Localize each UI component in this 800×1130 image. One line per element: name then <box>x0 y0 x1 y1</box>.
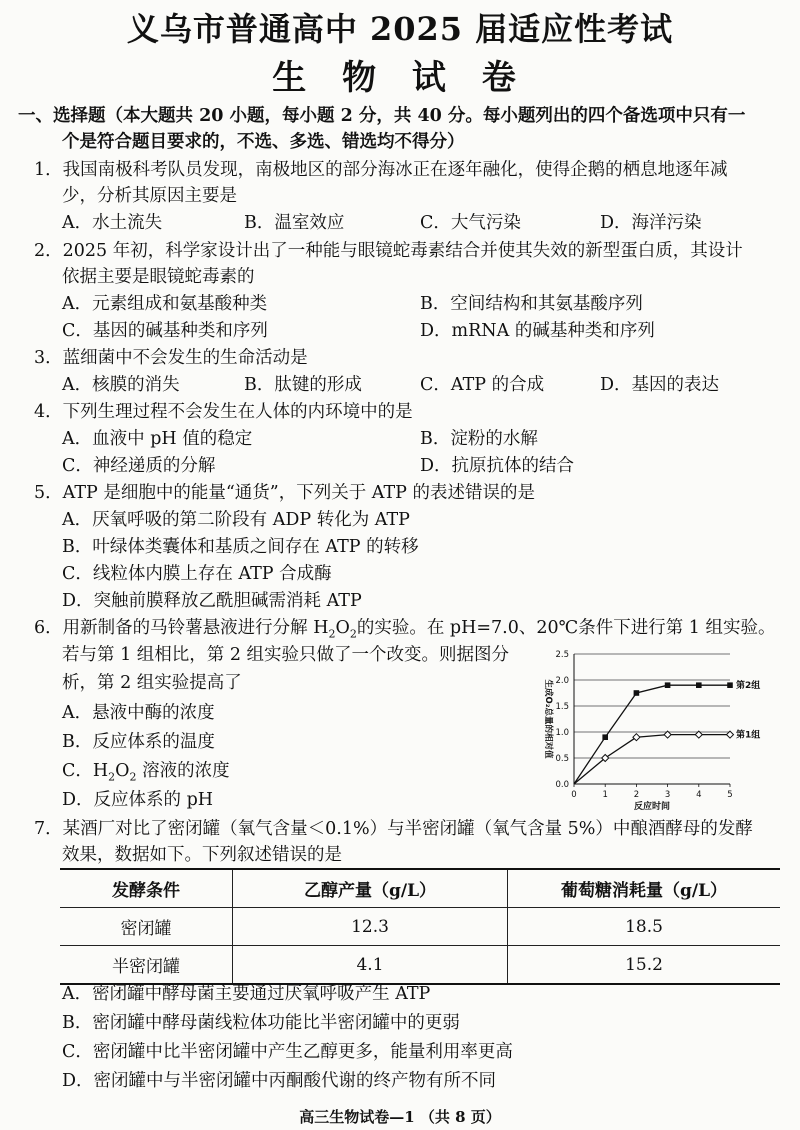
chart-data-point <box>696 682 702 688</box>
q2-stem-line1: 2．2025 年初，科学家设计出了一种能与眼镜蛇毒素结合并使其失效的新型蛋白质，其设计 <box>34 241 743 261</box>
chart-x-tick-label: 2 <box>633 790 640 800</box>
chart-x-tick-label: 1 <box>602 790 608 800</box>
q5-option-b: B．叶绿体类囊体和基质之间存在 ATP 的转移 <box>62 537 419 557</box>
chart-x-axis-label: 反应时间 <box>633 802 671 812</box>
section-heading-line1: 一、选择题（本大题共 20 小题，每小题 2 分，共 40 分。每小题列出的四个备选项中只有一 <box>18 106 746 126</box>
q6-line-chart <box>534 648 794 814</box>
q6-stem-line2: 若与第 1 组相比，第 2 组实验只做了一个改变。则据图分 <box>62 645 510 665</box>
table-row <box>60 908 780 946</box>
q6-option-b: B．反应体系的温度 <box>62 732 215 752</box>
table-row <box>60 946 780 985</box>
chart-x-tick-label: 5 <box>727 790 733 800</box>
q4-option-d: D．抗原抗体的结合 <box>420 456 575 476</box>
q3-option-b: B．肽键的形成 <box>244 375 362 395</box>
q5-option-d: D．突触前膜释放乙酰胆碱需消耗 ATP <box>62 591 362 611</box>
subject-title: 生 物 试 卷 <box>272 58 528 98</box>
chart-y-tick-label: 0.0 <box>555 780 569 790</box>
q3-option-d: D．基因的表达 <box>600 375 720 395</box>
q5-option-c: C．线粒体内膜上存在 ATP 合成酶 <box>62 564 332 584</box>
chart-series-line <box>574 735 730 784</box>
chart-y-tick-label: 1.0 <box>555 728 569 738</box>
q2-stem-line2: 依据主要是眼镜蛇毒素的 <box>62 267 255 287</box>
q6-stem-line1: 6．用新制备的马铃薯悬液进行分解 $H_2O_2$的实验。在 pH=7.0、20℃条件下进行第 1 组实验。 <box>34 618 776 641</box>
chart-data-point <box>665 682 671 688</box>
table-header-cell: 发酵条件 <box>60 869 233 908</box>
q5-option-a: A．厌氧呼吸的第二阶段有 ADP 转化为 ATP <box>62 510 410 530</box>
q1-stem-line1: 1．我国南极科考队员发现，南极地区的部分海冰正在逐年融化，使得企鹅的栖息地逐年减 <box>34 160 728 180</box>
chart-y-axis-label: 生成O₂总量的相对值 <box>543 679 553 759</box>
chart-y-tick-label: 2.5 <box>555 650 569 660</box>
q3-option-c: C．ATP 的合成 <box>420 375 545 395</box>
chart-data-point <box>633 734 640 741</box>
q7-data-table <box>60 868 780 985</box>
q2-option-d: D．mRNA 的碱基种类和序列 <box>420 321 655 341</box>
chart-series-label: 第1组 <box>736 730 761 741</box>
q7-option-a: A．密闭罐中酵母菌主要通过厌氧呼吸产生 ATP <box>62 984 431 1004</box>
table-cell: 半密闭罐 <box>60 946 233 985</box>
table-cell: 密闭罐 <box>60 908 233 946</box>
chart-y-tick-label: 0.5 <box>555 754 569 764</box>
table-header-cell: 葡萄糖消耗量（g/L） <box>508 869 781 908</box>
page-footer: 高三生物试卷—1 （共 8 页） <box>299 1108 501 1126</box>
q7-option-d: D．密闭罐中与半密闭罐中丙酮酸代谢的终产物有所不同 <box>62 1071 497 1091</box>
table-cell: 15.2 <box>508 946 781 985</box>
q1-option-d: D．海洋污染 <box>600 213 702 233</box>
table-header-cell: 乙醇产量（g/L） <box>233 869 508 908</box>
q2-option-a: A．元素组成和氨基酸种类 <box>62 294 268 314</box>
q4-option-a: A．血液中 pH 值的稳定 <box>62 429 253 449</box>
q6-option-d: D．反应体系的 pH <box>62 790 214 810</box>
table-cell: 12.3 <box>233 908 508 946</box>
q7-stem-line1: 7．某酒厂对比了密闭罐（氧气含量＜0.1%）与半密闭罐（氧气含量 5%）中酿酒酵母的发酵 <box>34 819 753 839</box>
q6-option-a: A．悬液中酶的浓度 <box>62 703 215 723</box>
q1-option-c: C．大气污染 <box>420 213 521 233</box>
section-heading-line2: 个是符合题目要求的，不选、多选、错选均不得分） <box>62 132 465 152</box>
chart-x-tick-label: 0 <box>571 790 577 800</box>
q1-stem-line2: 少，分析其原因主要是 <box>62 186 237 206</box>
chart-y-tick-label: 2.0 <box>555 676 569 686</box>
q7-option-c: C．密闭罐中比半密闭罐中产生乙醇更多，能量利用率更高 <box>62 1042 513 1062</box>
q2-option-c: C．基因的碱基种类和序列 <box>62 321 268 341</box>
q6-option-c: C．$H_2O_2$ 溶液的浓度 <box>62 761 230 784</box>
q3-option-a: A．核膜的消失 <box>62 375 180 395</box>
q1-option-b: B．温室效应 <box>244 213 345 233</box>
q5-stem: 5．ATP 是细胞中的能量“通货”，下列关于 ATP 的表述错误的是 <box>34 483 535 503</box>
chart-data-point <box>727 682 733 688</box>
table-cell: 18.5 <box>508 908 781 946</box>
chart-x-tick-label: 4 <box>696 790 702 800</box>
q4-option-b: B．淀粉的水解 <box>420 429 538 449</box>
table-header-row <box>60 869 780 908</box>
q7-stem-line2: 效果，数据如下。下列叙述错误的是 <box>62 845 342 865</box>
q4-option-c: C．神经递质的分解 <box>62 456 216 476</box>
q3-stem: 3．蓝细菌中不会发生的生命活动是 <box>34 348 308 368</box>
q4-stem: 4．下列生理过程不会发生在人体的内环境中的是 <box>34 402 413 422</box>
chart-series-label: 第2组 <box>736 681 761 692</box>
q7-option-b: B．密闭罐中酵母菌线粒体功能比半密闭罐中的更弱 <box>62 1013 460 1033</box>
q1-option-a: A．水土流失 <box>62 213 163 233</box>
q2-option-b: B．空间结构和其氨基酸序列 <box>420 294 643 314</box>
chart-y-tick-label: 1.5 <box>555 702 569 712</box>
q6-stem-line3: 析，第 2 组实验提高了 <box>62 673 242 693</box>
chart-data-point <box>602 734 608 740</box>
chart-x-tick-label: 3 <box>664 790 671 800</box>
chart-data-point <box>634 690 640 696</box>
exam-title: 义乌市普通高中 2025 届适应性考试 <box>126 10 674 48</box>
table-cell: 4.1 <box>233 946 508 985</box>
